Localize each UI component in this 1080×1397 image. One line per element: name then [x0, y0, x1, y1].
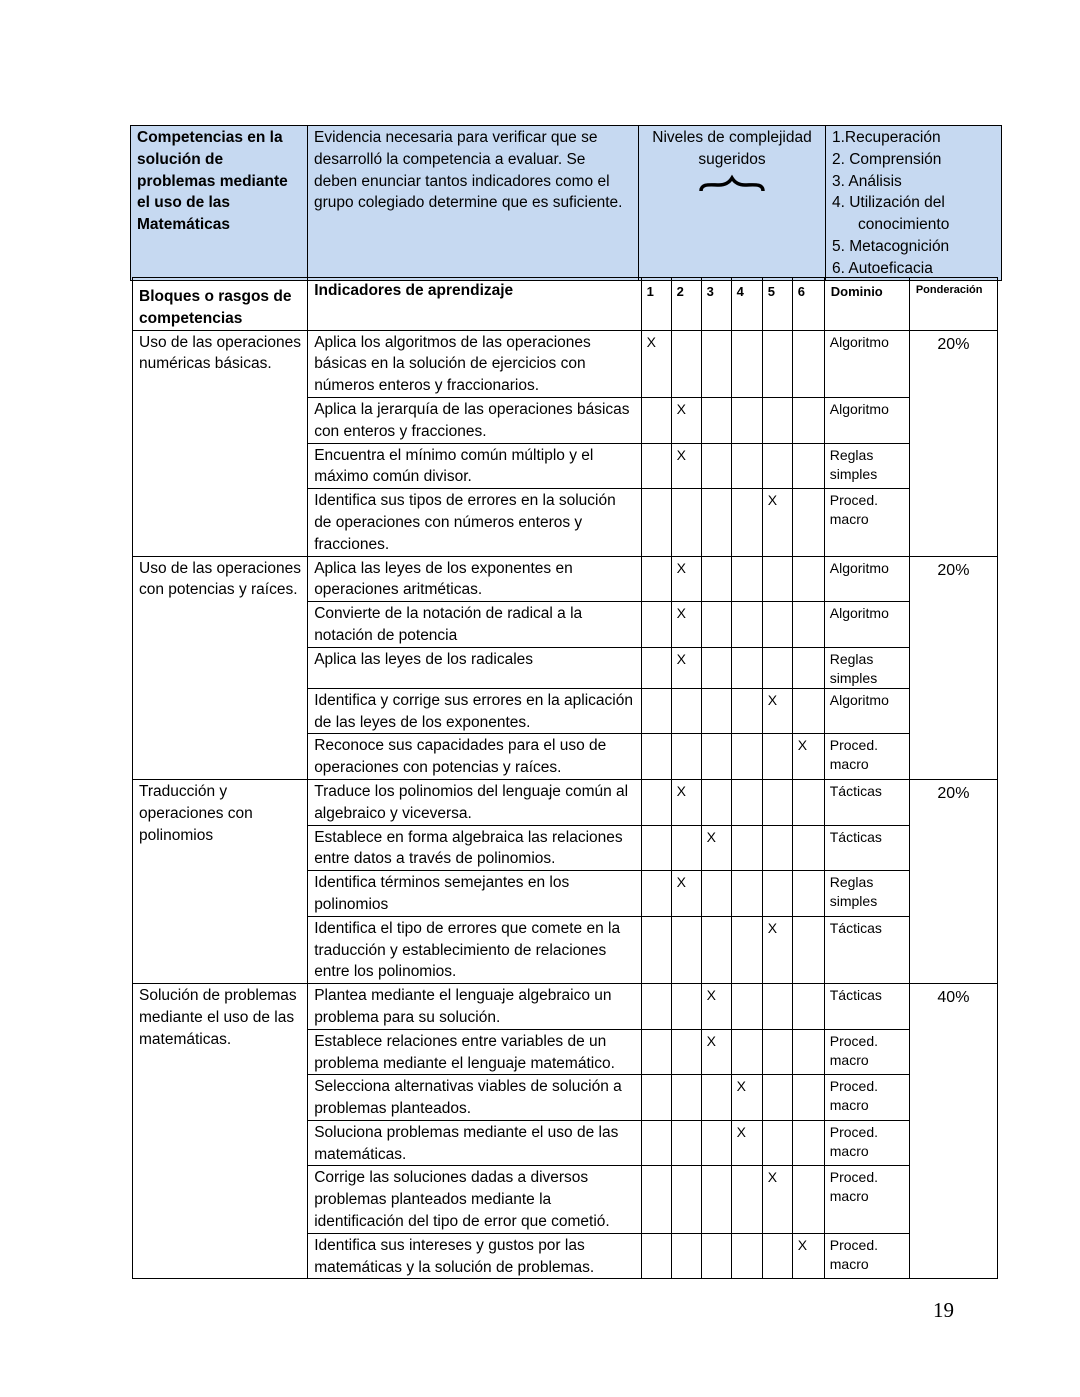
indicator-text: Aplica los algoritmos de las operaciones básicas en la solución de ejercicios con números enteros y fraccionarios.	[308, 330, 641, 397]
level-mark	[641, 688, 671, 734]
niveles-header	[639, 126, 826, 281]
competency-header-table	[130, 125, 1002, 281]
level-mark	[701, 443, 731, 489]
indicator-text: Aplica las leyes de los radicales	[308, 647, 641, 688]
domain-cell: Algoritmo	[824, 602, 909, 648]
level-mark	[701, 602, 731, 648]
level-mark: X	[701, 825, 731, 871]
level-mark: X	[792, 1233, 824, 1279]
level-mark	[641, 871, 671, 917]
table-row	[133, 330, 998, 397]
domain-cell: Proced. macro	[824, 1166, 909, 1233]
indicator-text: Aplica las leyes de los exponentes en operaciones aritméticas.	[308, 556, 641, 602]
level-header: 4	[731, 278, 762, 331]
dominio-item: 1.Recuperación	[832, 129, 941, 146]
level-mark	[641, 779, 671, 825]
level-mark	[701, 1120, 731, 1166]
ponderacion-header: Ponderación	[909, 278, 997, 331]
indicator-text: Encuentra el mínimo común múltiplo y el máximo común divisor.	[308, 443, 641, 489]
level-mark	[762, 330, 792, 397]
level-mark	[671, 1120, 701, 1166]
indicator-text: Reconoce sus capacidades para el uso de operaciones con potencias y raíces.	[308, 734, 641, 780]
level-mark	[792, 779, 824, 825]
indicator-text: Traduce los polinomios del lenguaje común al algebraico y viceversa.	[308, 779, 641, 825]
level-mark	[701, 647, 731, 688]
domain-cell: Proced. macro	[824, 1233, 909, 1279]
level-mark	[701, 1233, 731, 1279]
level-mark	[762, 825, 792, 871]
domain-cell: Proced. macro	[824, 1120, 909, 1166]
dominio-item: 3. Análisis	[832, 172, 902, 190]
indicator-text: Identifica sus tipos de errores en la solución de operaciones con números enteros y fracciones.	[308, 489, 641, 556]
level-header: 1	[641, 278, 671, 331]
level-mark	[641, 734, 671, 780]
level-mark	[731, 734, 762, 780]
level-mark	[762, 602, 792, 648]
level-mark	[762, 443, 792, 489]
domain-cell: Reglas simples	[824, 871, 909, 917]
level-mark	[731, 647, 762, 688]
level-mark: X	[701, 984, 731, 1030]
level-mark: X	[792, 734, 824, 780]
dominio-item: conocimiento	[858, 216, 950, 234]
level-mark	[762, 397, 792, 443]
level-mark	[792, 984, 824, 1030]
level-mark	[671, 916, 701, 983]
level-mark: X	[671, 602, 701, 648]
level-mark	[731, 688, 762, 734]
dominio-header: Dominio	[824, 278, 909, 331]
level-mark	[641, 443, 671, 489]
level-mark	[762, 1029, 792, 1075]
level-mark	[762, 984, 792, 1030]
level-mark	[701, 916, 731, 983]
level-mark	[731, 916, 762, 983]
level-mark	[792, 1075, 824, 1121]
domain-cell: Proced. macro	[824, 1029, 909, 1075]
level-mark	[641, 1029, 671, 1075]
level-mark	[671, 734, 701, 780]
level-mark	[792, 1120, 824, 1166]
level-mark	[792, 330, 824, 397]
level-mark	[792, 871, 824, 917]
table-row	[133, 984, 998, 1030]
dominio-item: 2. Comprensión	[832, 150, 942, 168]
level-mark	[762, 647, 792, 688]
level-mark: X	[762, 1166, 792, 1233]
level-mark	[731, 330, 762, 397]
level-header: 3	[701, 278, 731, 331]
weight-cell: 40%	[909, 984, 997, 1279]
indicadores-header: Indicadores de aprendizaje	[308, 278, 641, 331]
level-mark	[731, 871, 762, 917]
dominio-item: 4. Utilización del	[832, 194, 945, 212]
level-mark	[641, 825, 671, 871]
level-mark	[671, 688, 701, 734]
level-mark	[671, 1075, 701, 1121]
domain-cell: Proced. macro	[824, 1075, 909, 1121]
level-mark	[731, 1166, 762, 1233]
level-mark: X	[671, 871, 701, 917]
level-mark: X	[762, 916, 792, 983]
level-mark	[731, 556, 762, 602]
domain-cell: Tácticas	[824, 779, 909, 825]
indicator-text: Corrige las soluciones dadas a diversos problemas planteados mediante la identificación del tipo de error que cometió.	[308, 1166, 641, 1233]
level-mark: X	[762, 489, 792, 556]
level-header: 2	[671, 278, 701, 331]
level-mark: X	[671, 443, 701, 489]
level-mark	[731, 489, 762, 556]
level-mark	[701, 734, 731, 780]
level-mark	[792, 1029, 824, 1075]
level-mark	[731, 602, 762, 648]
level-mark	[701, 330, 731, 397]
level-mark	[701, 779, 731, 825]
level-header: 5	[762, 278, 792, 331]
indicator-text: Identifica el tipo de errores que comete en la traducción y establecimiento de relaciones entre los polinomios.	[308, 916, 641, 983]
dominio-item: 6. Autoeficacia	[832, 259, 933, 277]
indicator-text: Establece relaciones entre variables de un problema mediante el lenguaje matemático.	[308, 1029, 641, 1075]
block-name: Solución de problemas mediante el uso de las matemáticas.	[133, 984, 308, 1279]
level-mark	[641, 602, 671, 648]
level-mark	[641, 489, 671, 556]
level-mark	[671, 489, 701, 556]
domain-cell: Algoritmo	[824, 397, 909, 443]
dominio-item: 5. Metacognición	[832, 237, 950, 255]
block-name: Uso de las operaciones con potencias y raíces.	[133, 556, 308, 779]
level-mark	[641, 1166, 671, 1233]
level-mark	[762, 779, 792, 825]
level-mark: X	[731, 1075, 762, 1121]
level-mark	[792, 825, 824, 871]
indicator-text: Soluciona problemas mediante el uso de las matemáticas.	[308, 1120, 641, 1166]
level-mark	[671, 1166, 701, 1233]
level-mark	[731, 1029, 762, 1075]
block-name: Traducción y operaciones con polinomios	[133, 779, 308, 983]
level-mark: X	[641, 330, 671, 397]
block-name: Uso de las operaciones numéricas básicas.	[133, 330, 308, 556]
domain-cell: Tácticas	[824, 984, 909, 1030]
level-mark	[762, 1120, 792, 1166]
domain-cell: Algoritmo	[824, 330, 909, 397]
domain-cell: Algoritmo	[824, 688, 909, 734]
level-mark	[762, 1075, 792, 1121]
level-mark	[641, 1075, 671, 1121]
level-mark	[792, 602, 824, 648]
level-mark	[701, 397, 731, 443]
indicator-text: Plantea mediante el lenguaje algebraico un problema para su solución.	[308, 984, 641, 1030]
level-mark	[671, 984, 701, 1030]
level-mark: X	[762, 688, 792, 734]
domain-cell: Algoritmo	[824, 556, 909, 602]
level-mark	[731, 825, 762, 871]
domain-cell: Reglas simples	[824, 647, 909, 688]
level-mark	[701, 556, 731, 602]
competencias-header: Competencias en la solución de problemas mediante el uso de las Matemáticas	[131, 126, 308, 281]
level-mark	[731, 779, 762, 825]
level-mark	[641, 1120, 671, 1166]
indicator-text: Identifica y corrige sus errores en la aplicación de las leyes de los exponentes.	[308, 688, 641, 734]
level-mark	[762, 556, 792, 602]
level-mark	[792, 556, 824, 602]
level-mark	[701, 489, 731, 556]
level-mark	[671, 1029, 701, 1075]
level-mark	[731, 443, 762, 489]
weight-cell: 20%	[909, 779, 997, 983]
level-mark	[762, 1233, 792, 1279]
indicator-text: Aplica la jerarquía de las operaciones básicas con enteros y fracciones.	[308, 397, 641, 443]
level-mark	[701, 688, 731, 734]
level-mark: X	[671, 647, 701, 688]
page-number: 19	[933, 1298, 954, 1322]
indicator-text: Selecciona alternativas viables de solución a problemas planteados.	[308, 1075, 641, 1121]
bloques-header: Bloques o rasgos de competencias	[133, 278, 308, 331]
level-mark	[792, 489, 824, 556]
level-mark	[792, 647, 824, 688]
level-mark	[671, 825, 701, 871]
domain-cell: Proced. macro	[824, 734, 909, 780]
level-mark	[762, 871, 792, 917]
level-mark	[792, 397, 824, 443]
table-row	[133, 556, 998, 602]
indicator-text: Establece en forma algebraica las relaciones entre datos a través de polinomios.	[308, 825, 641, 871]
level-mark	[792, 688, 824, 734]
level-mark	[641, 1233, 671, 1279]
domain-cell: Tácticas	[824, 916, 909, 983]
level-mark	[701, 1166, 731, 1233]
level-mark	[701, 871, 731, 917]
level-mark: X	[731, 1120, 762, 1166]
evidencia-header: Evidencia necesaria para verificar que se desarrolló la competencia a evaluar. Se deben enunciar tantos indicadores como el grupo colegiado determine que es suficiente.	[308, 126, 639, 281]
brace-icon	[697, 173, 767, 195]
domain-cell: Proced. macro	[824, 489, 909, 556]
domain-cell: Tácticas	[824, 825, 909, 871]
level-mark	[731, 397, 762, 443]
level-mark: X	[701, 1029, 731, 1075]
dominios-list	[826, 126, 1002, 281]
level-mark: X	[671, 556, 701, 602]
weight-cell: 20%	[909, 330, 997, 556]
indicators-table	[132, 277, 998, 1279]
level-mark	[641, 984, 671, 1030]
niveles-label: Niveles de complejidad sugeridos	[652, 129, 812, 168]
indicator-text: Identifica términos semejantes en los polinomios	[308, 871, 641, 917]
level-mark	[641, 556, 671, 602]
weight-cell: 20%	[909, 556, 997, 779]
level-mark	[762, 734, 792, 780]
indicator-text: Identifica sus intereses y gustos por las matemáticas y la solución de problemas.	[308, 1233, 641, 1279]
column-header-row	[133, 278, 998, 331]
level-mark	[641, 916, 671, 983]
level-mark	[641, 397, 671, 443]
level-header: 6	[792, 278, 824, 331]
domain-cell: Reglas simples	[824, 443, 909, 489]
indicator-text: Convierte de la notación de radical a la notación de potencia	[308, 602, 641, 648]
level-mark: X	[671, 779, 701, 825]
level-mark: X	[671, 397, 701, 443]
level-mark	[792, 916, 824, 983]
level-mark	[701, 1075, 731, 1121]
level-mark	[731, 984, 762, 1030]
level-mark	[641, 647, 671, 688]
level-mark	[671, 1233, 701, 1279]
level-mark	[792, 443, 824, 489]
level-mark	[731, 1233, 762, 1279]
table-row	[133, 779, 998, 825]
level-mark	[671, 330, 701, 397]
level-mark	[792, 1166, 824, 1233]
